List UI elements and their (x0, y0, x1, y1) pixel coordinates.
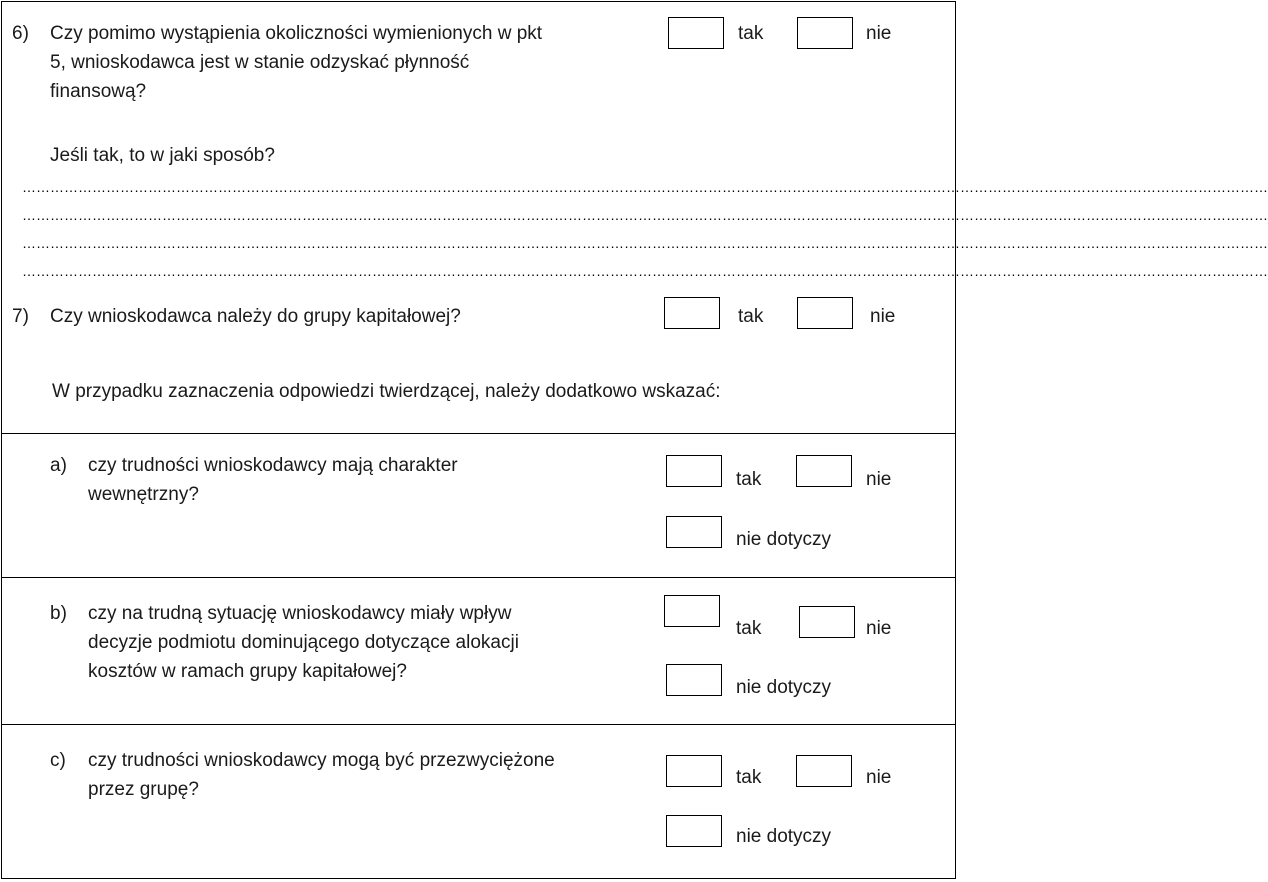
q6-text-line2: 5, wnioskodawca jest w stanie odzyskać płynność (50, 52, 470, 73)
answer-line-1[interactable]: …………………………………………………………………………………………………………………………………………………………………………………………………………………………………………… (22, 179, 1268, 195)
answer-line-4[interactable]: …………………………………………………………………………………………………………………………………………………………………………………………………………………………………………… (22, 263, 1268, 279)
answer-line-2[interactable]: …………………………………………………………………………………………………………………………………………………………………………………………………………………………………………… (22, 207, 1268, 223)
divider-a (2, 433, 955, 434)
a-na-label: nie dotyczy (736, 529, 832, 550)
q7-number: 7) (12, 306, 29, 327)
q6-no-label: nie (866, 23, 892, 44)
answer-line-3[interactable]: …………………………………………………………………………………………………………………………………………………………………………………………………………………………………………… (22, 235, 1268, 251)
b-no-label: nie (866, 618, 892, 639)
a-no-checkbox[interactable] (796, 455, 852, 487)
q6-text-line3: finansową? (50, 81, 147, 102)
c-na-label: nie dotyczy (736, 826, 832, 847)
q7-instruction: W przypadku zaznaczenia odpowiedzi twierdzącej, należy dodatkowo wskazać: (52, 381, 721, 402)
divider-b (2, 577, 955, 578)
q6-number: 6) (12, 23, 29, 44)
b-yes-label: tak (736, 618, 762, 639)
b-letter: b) (50, 603, 67, 624)
q6-yes-checkbox[interactable] (668, 17, 724, 49)
q6-followup-question: Jeśli tak, to w jaki sposób? (50, 145, 275, 166)
b-text-line2: decyzje podmiotu dominującego dotyczące alokacji (88, 632, 519, 653)
q7-yes-label: tak (738, 306, 764, 327)
q7-no-label: nie (870, 306, 896, 327)
a-letter: a) (50, 455, 67, 476)
q7-text: Czy wnioskodawca należy do grupy kapitałowej? (50, 306, 461, 327)
form-frame (1, 1, 1268, 879)
q6-no-checkbox[interactable] (797, 17, 853, 49)
c-text-line2: przez grupę? (88, 779, 199, 800)
b-na-label: nie dotyczy (736, 677, 832, 698)
c-no-label: nie (866, 767, 892, 788)
q7-yes-checkbox[interactable] (664, 297, 720, 329)
a-na-checkbox[interactable] (666, 516, 722, 548)
c-yes-label: tak (736, 767, 762, 788)
b-text-line3: kosztów w ramach grupy kapitałowej? (88, 661, 407, 682)
q7-no-checkbox[interactable] (797, 297, 853, 329)
c-letter: c) (50, 750, 66, 771)
a-yes-checkbox[interactable] (666, 455, 722, 487)
c-na-checkbox[interactable] (666, 815, 722, 847)
a-text-line2: wewnętrzny? (88, 484, 199, 505)
c-yes-checkbox[interactable] (666, 755, 722, 787)
a-no-label: nie (866, 469, 892, 490)
q6-text-line1: Czy pomimo wystąpienia okoliczności wymienionych w pkt (50, 23, 543, 44)
q6-yes-label: tak (738, 23, 764, 44)
b-na-checkbox[interactable] (666, 664, 722, 696)
b-text-line1: czy na trudną sytuację wnioskodawcy miały wpływ (88, 603, 512, 624)
c-text-line1: czy trudności wnioskodawcy mogą być przezwyciężone (88, 750, 555, 771)
divider-c (2, 724, 955, 725)
b-no-checkbox[interactable] (799, 606, 855, 638)
c-no-checkbox[interactable] (796, 755, 852, 787)
b-yes-checkbox[interactable] (664, 595, 720, 627)
a-yes-label: tak (736, 469, 762, 490)
a-text-line1: czy trudności wnioskodawcy mają charakter (88, 455, 458, 476)
